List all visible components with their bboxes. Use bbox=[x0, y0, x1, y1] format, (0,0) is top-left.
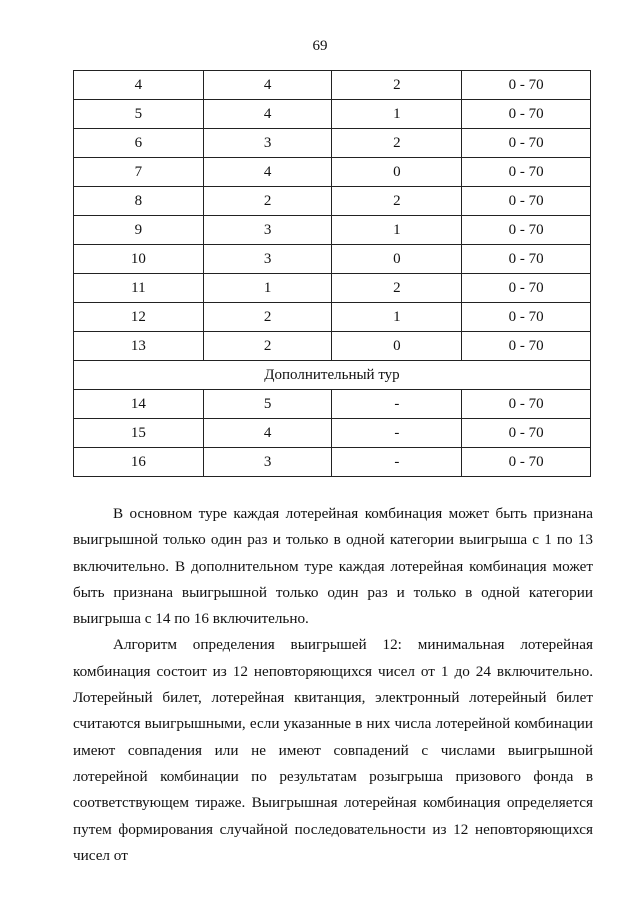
matches-cell: 2 bbox=[332, 71, 462, 100]
category-cell: 4 bbox=[74, 71, 204, 100]
matches-cell: 2 bbox=[332, 129, 462, 158]
share-cell: 0 - 70 bbox=[462, 419, 591, 448]
table-row bbox=[74, 274, 591, 303]
matches-cell: 3 bbox=[203, 448, 332, 477]
matches-cell: - bbox=[332, 390, 462, 419]
category-cell: 8 bbox=[74, 187, 204, 216]
share-cell: 0 - 70 bbox=[462, 100, 591, 129]
category-cell: 10 bbox=[74, 245, 204, 274]
table-row bbox=[74, 158, 591, 187]
share-cell: 0 - 70 bbox=[462, 303, 591, 332]
category-cell: 5 bbox=[74, 100, 204, 129]
section-label: Дополнительный тур bbox=[74, 361, 591, 390]
matches-cell: 1 bbox=[332, 100, 462, 129]
share-cell: 0 - 70 bbox=[462, 129, 591, 158]
share-cell: 0 - 70 bbox=[462, 216, 591, 245]
share-cell: 0 - 70 bbox=[462, 245, 591, 274]
table-row bbox=[74, 448, 591, 477]
matches-cell: 4 bbox=[203, 71, 332, 100]
share-cell: 0 - 70 bbox=[462, 274, 591, 303]
category-cell: 16 bbox=[74, 448, 204, 477]
matches-cell: 2 bbox=[203, 332, 332, 361]
table-row bbox=[74, 71, 591, 100]
matches-cell: 3 bbox=[203, 245, 332, 274]
matches-cell: 1 bbox=[203, 274, 332, 303]
share-cell: 0 - 70 bbox=[462, 158, 591, 187]
table-row bbox=[74, 303, 591, 332]
prize-table-body bbox=[74, 71, 591, 477]
matches-cell: - bbox=[332, 419, 462, 448]
matches-cell: 2 bbox=[203, 303, 332, 332]
matches-cell: 3 bbox=[203, 129, 332, 158]
table-row bbox=[74, 187, 591, 216]
matches-cell: 2 bbox=[203, 187, 332, 216]
category-cell: 15 bbox=[74, 419, 204, 448]
matches-cell: 2 bbox=[332, 274, 462, 303]
table-row bbox=[74, 100, 591, 129]
category-cell: 11 bbox=[74, 274, 204, 303]
matches-cell: 5 bbox=[203, 390, 332, 419]
table-row bbox=[74, 245, 591, 274]
category-cell: 7 bbox=[74, 158, 204, 187]
page-number: 69 bbox=[312, 38, 328, 54]
table-row bbox=[74, 332, 591, 361]
matches-cell: 4 bbox=[203, 419, 332, 448]
category-cell: 6 bbox=[74, 129, 204, 158]
table-row bbox=[74, 129, 591, 158]
table-section-row bbox=[74, 361, 591, 390]
matches-cell: 1 bbox=[332, 303, 462, 332]
share-cell: 0 - 70 bbox=[462, 390, 591, 419]
table-row bbox=[74, 216, 591, 245]
matches-cell: 0 bbox=[332, 245, 462, 274]
matches-cell: 2 bbox=[332, 187, 462, 216]
matches-cell: - bbox=[332, 448, 462, 477]
matches-cell: 4 bbox=[203, 100, 332, 129]
matches-cell: 0 bbox=[332, 158, 462, 187]
matches-cell: 3 bbox=[203, 216, 332, 245]
category-cell: 13 bbox=[74, 332, 204, 361]
table-row bbox=[74, 390, 591, 419]
table-row bbox=[74, 419, 591, 448]
paragraph: Алгоритм определения выигрышей 12: минимальная лотерейная комбинация состоит из 12 неповторяющихся чисел от 1 до 24 включительно. Лотерейный билет, лотерейная квитанция, электронный лотерейный билет считаются выигрышными, если указанные в них числа лотерейной комбинации имеют совпадения или не имеют совпадений с числами выигрышной лотерейной комбинации по результатам розыгрыша призового фонда в соответствующем тираже. Выигрышная лотерейная комбинация определяется путем формирования случайной последовательности из 12 неповторяющихся чисел от bbox=[73, 636, 593, 864]
matches-cell: 4 bbox=[203, 158, 332, 187]
share-cell: 0 - 70 bbox=[462, 448, 591, 477]
category-cell: 14 bbox=[74, 390, 204, 419]
body-text bbox=[73, 501, 593, 869]
prize-table bbox=[73, 70, 591, 477]
matches-cell: 0 bbox=[332, 332, 462, 361]
share-cell: 0 - 70 bbox=[462, 332, 591, 361]
paragraph: В основном туре каждая лотерейная комбинация может быть признана выигрышной только один раз и только в одной категории выигрыша с 1 по 13 включительно. В дополнительном туре каждая лотерейная комбинация может быть признана выигрышной только один раз и только в одной категории выигрыша с 14 по 16 включительно. bbox=[73, 505, 593, 628]
category-cell: 12 bbox=[74, 303, 204, 332]
share-cell: 0 - 70 bbox=[462, 187, 591, 216]
matches-cell: 1 bbox=[332, 216, 462, 245]
share-cell: 0 - 70 bbox=[462, 71, 591, 100]
category-cell: 9 bbox=[74, 216, 204, 245]
